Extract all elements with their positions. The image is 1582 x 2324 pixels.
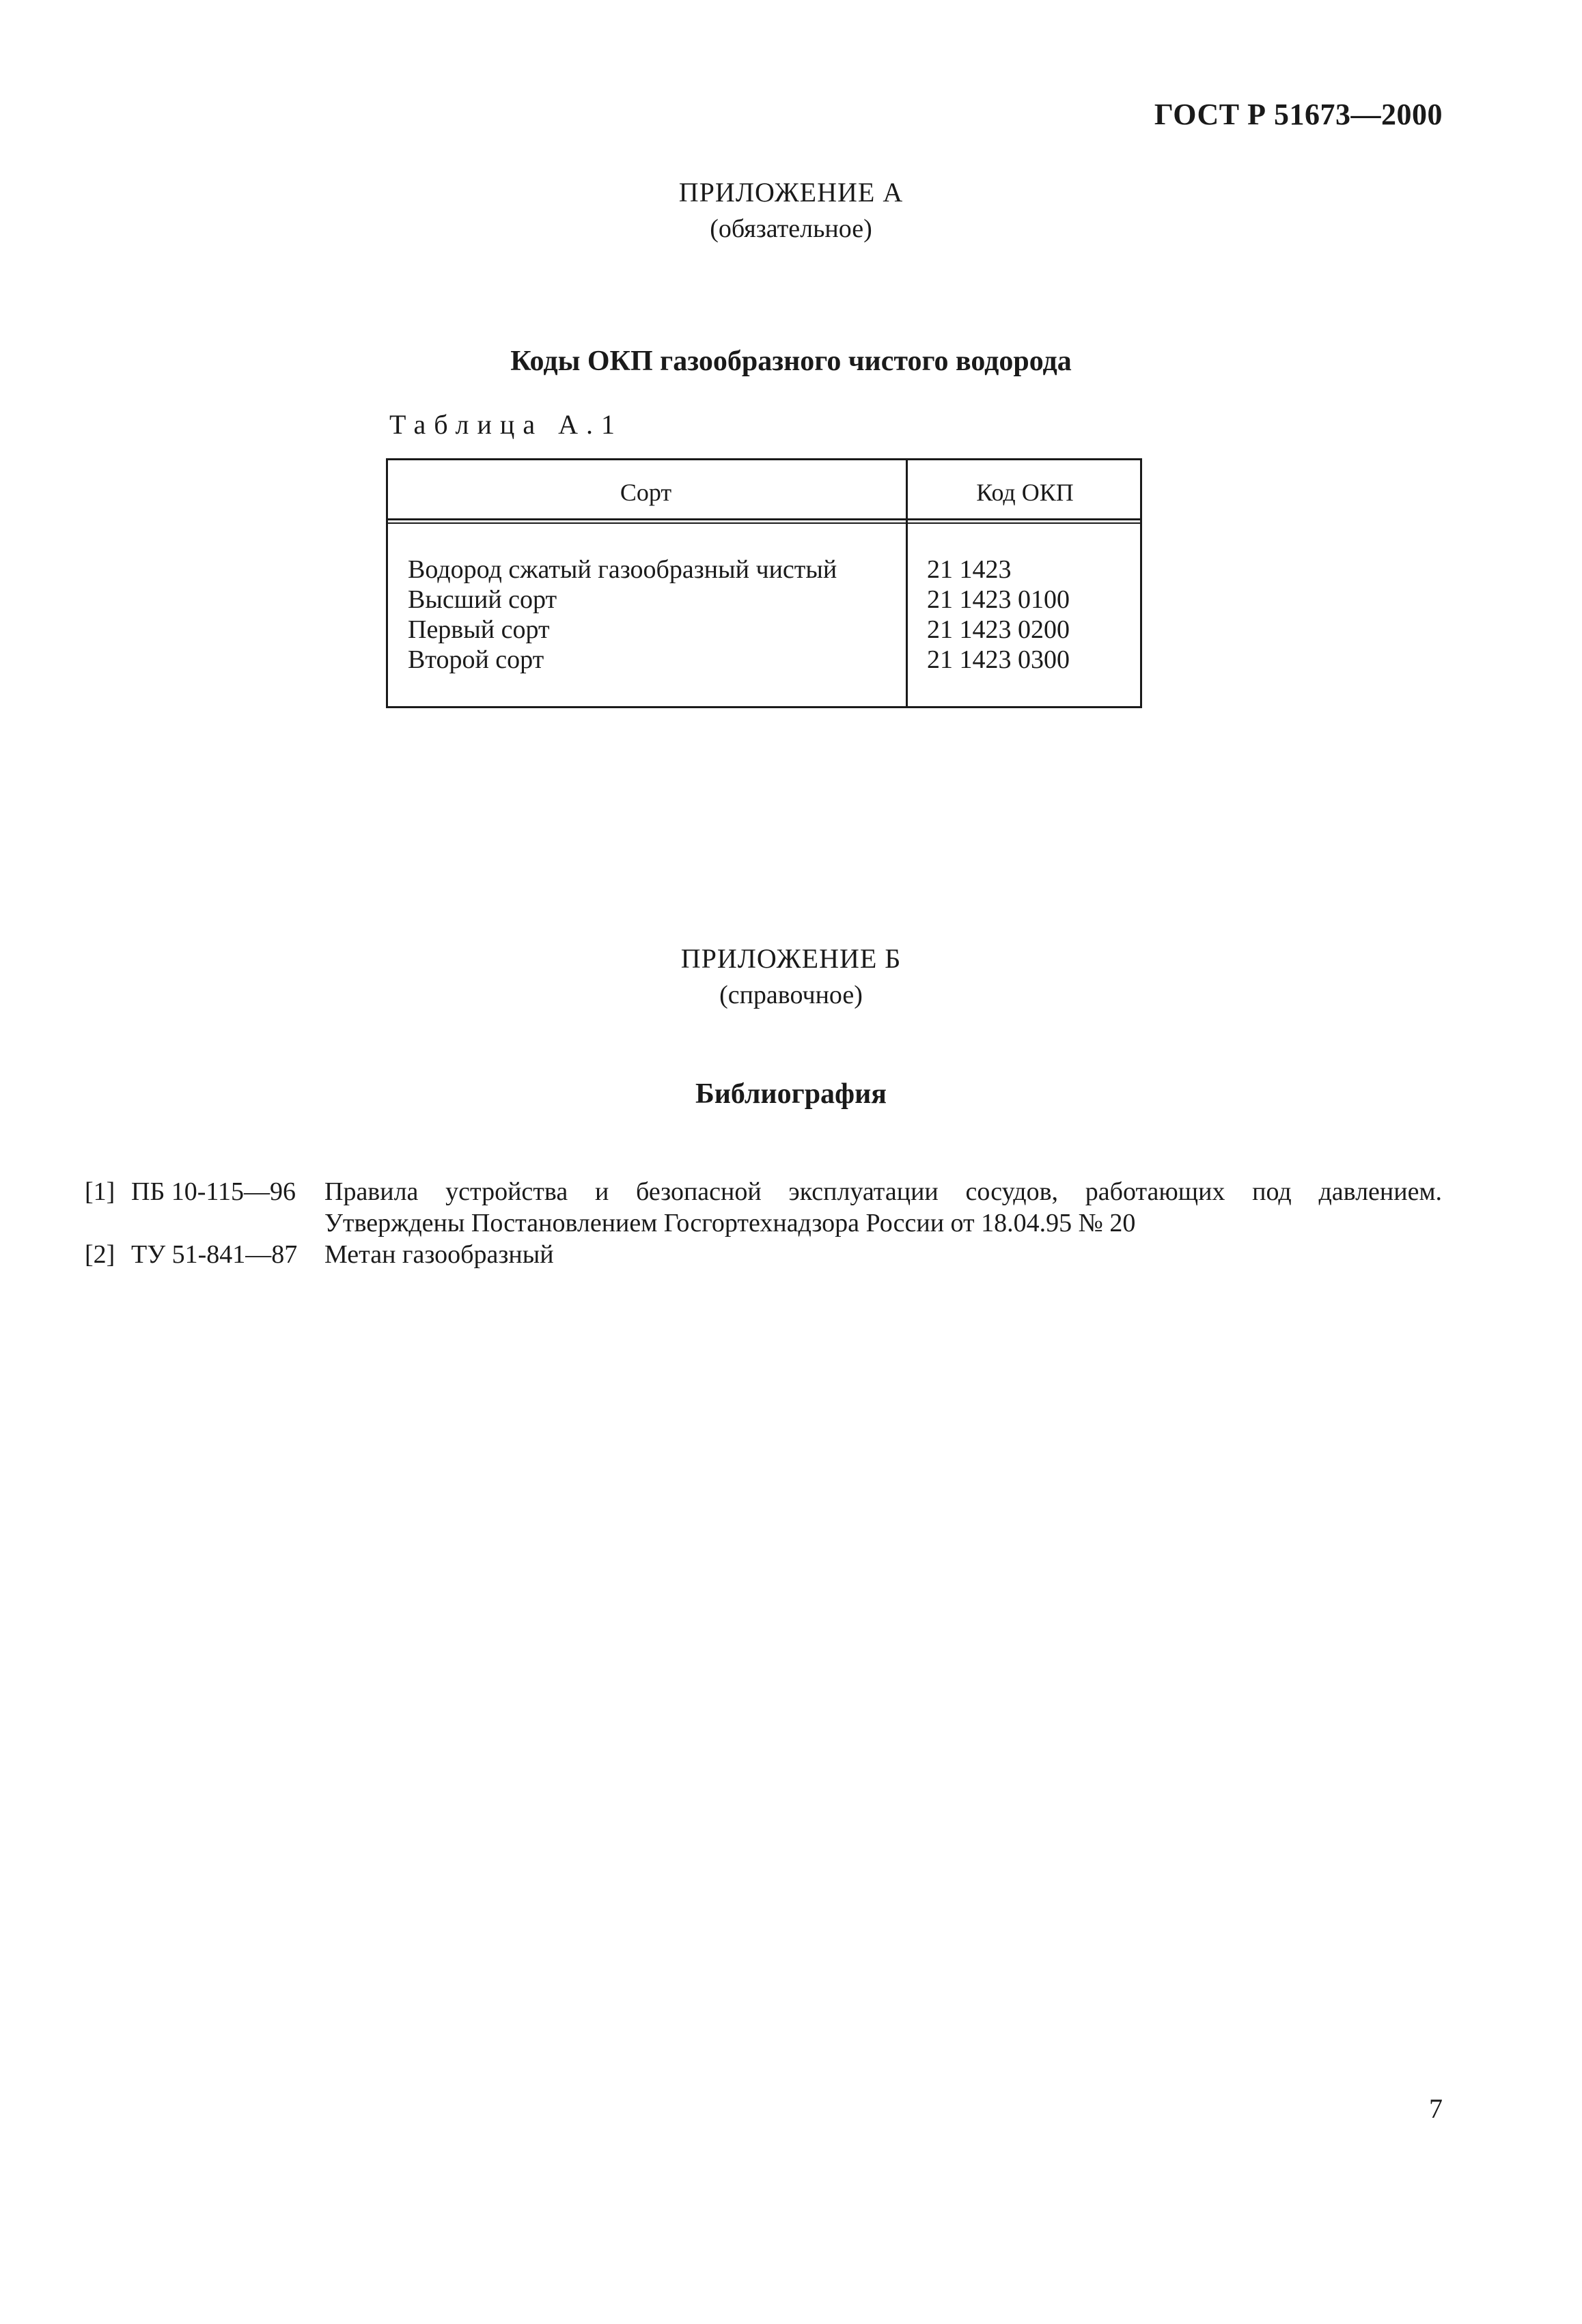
table-header-grade: Сорт: [620, 479, 672, 506]
table-cell-grade: Водород сжатый газообразный чистый: [408, 555, 837, 584]
bibliography-number: [1]: [85, 1177, 115, 1206]
table-header-code: Код ОКП: [976, 479, 1074, 506]
table-header-divider: [386, 518, 1142, 524]
appendix-a-section-title: Коды ОКП газообразного чистого водорода: [510, 346, 1072, 377]
bibliography-text: Утверждены Постановлением Госгортехнадзора России от 18.04.95 № 20: [324, 1209, 1136, 1237]
appendix-b-title: ПРИЛОЖЕНИЕ Б: [680, 943, 902, 974]
bibliography-number: [2]: [85, 1240, 115, 1269]
table-caption: Таблица А.1: [389, 409, 623, 440]
table-cell-code: 21 1423 0300: [927, 645, 1070, 674]
table-cell-code: 21 1423 0100: [927, 585, 1070, 614]
bibliography-text: Правила устройства и безопасной эксплуатации сосудов, работающих под давлением.: [324, 1177, 1442, 1206]
bibliography-text: Метан газообразный: [324, 1240, 554, 1269]
bibliography-document: ПБ 10-115—96: [131, 1177, 296, 1206]
table-cell-grade: Высший сорт: [408, 585, 557, 614]
bibliography-document: ТУ 51-841—87: [131, 1240, 298, 1269]
appendix-a-status: (обязательное): [710, 214, 872, 243]
appendix-a-title: ПРИЛОЖЕНИЕ А: [678, 177, 904, 208]
appendix-b-status: (справочное): [719, 981, 863, 1009]
table-cell-code: 21 1423 0200: [927, 615, 1070, 644]
document-code: ГОСТ Р 51673—2000: [1154, 98, 1443, 131]
table-cell-grade: Второй сорт: [408, 645, 544, 674]
table-cell-grade: Первый сорт: [408, 615, 550, 644]
appendix-b-section-title: Библиография: [695, 1078, 887, 1110]
table-cell-code: 21 1423: [927, 555, 1012, 584]
page-number: 7: [1429, 2093, 1443, 2124]
